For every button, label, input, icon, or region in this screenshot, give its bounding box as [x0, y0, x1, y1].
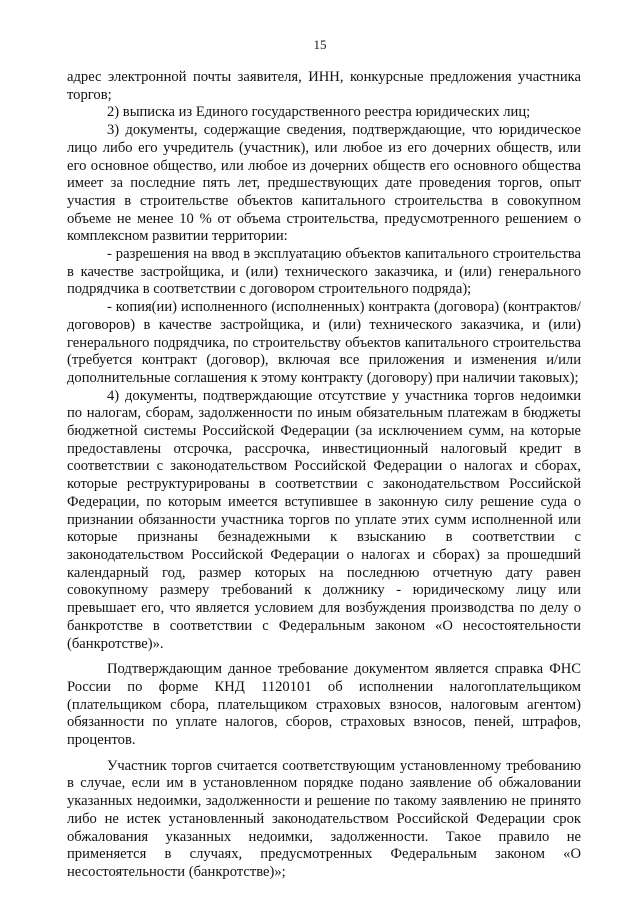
paragraph-bullet-contract-copies: - копия(ии) исполненного (исполненных) контракта (договора) (контрактов/договоров) в качестве застройщика, и (или) технического заказчика, и (или) генерального подрядчика, по строительству объектов капитального строительства (требуется контракт (договор), включая все приложения и изменения и/или дополнительные соглашения к этому контракту (договору) при наличии таковых); — [67, 299, 581, 386]
paragraph-bullet-commissioning-permits: - разрешения на ввод в эксплуатацию объектов капитального строительства в качестве застройщика, и (или) технического заказчика, и (или) генерального подрядчика в соответствии с договором строительного подряда); — [67, 246, 581, 298]
paragraph-item-4-no-arrears: 4) документы, подтверждающие отсутствие у участника торгов недоимки по налогам, сборам, задолженности по иным обязательным платежам в бюджеты бюджетной системы Российской Федерации (за исключением сумм, на которые предоставлены отсрочка, рассрочка, инвестиционный налоговый кредит в соответствии с законодательством Российской Федерации о налогах и сборах, которые реструктурированы в соответствии с законодательством Российской Федерации, по которым имеется вступившее в законную силу решение суда о признании обязанности участника торгов по уплате этих сумм исполненной или которые признаны безнадежными к взысканию в соответствии с законодательством Российской Федерации о налогах и сборах) за прошедший календарный год, размер которых на последнюю отчетную дату равен совокупному размеру требований к должнику - юридическому лицу или превышает его, что является условием для возбуждения производства по делу о банкротстве в соответствии с Федеральным законом «О несостоятельности (банкротстве)». — [67, 387, 581, 652]
page-number: 15 — [313, 37, 327, 52]
paragraph-item-3-experience-documents: 3) документы, содержащие сведения, подтверждающие, что юридическое лицо либо его учредитель (участник), или любое из его дочерних обществ, или его основное общество, или любое из дочерних обществ его основного общества имеет за последние пять лет, предшествующих дате проведения торгов, опыт участия в строительстве объектов капитального строительства в совокупном объеме не менее 10 % от объема строительства, предусмотренного решением о комплексном развитии территории: — [67, 122, 581, 245]
document-body — [67, 69, 581, 882]
paragraph-contact-details: адрес электронной почты заявителя, ИНН, конкурсные предложения участника торгов; — [67, 69, 581, 103]
paragraph-item-2-registry-extract: 2) выписка из Единого государственного реестра юридических лиц; — [107, 104, 531, 121]
paragraph-appeal-conditions: Участник торгов считается соответствующим установленному требованию в случае, если им в установленном порядке подано заявление об обжаловании указанных недоимки, задолженности и решение по такому заявлению не принято либо не истек установленный законодательством Российской Федерации срок обжалования указанных недоимки, задолженности. Такое правило не применяется в случаях, предусмотренных Федеральным законом «О несостоятельности (банкротстве)»; — [67, 757, 581, 880]
paragraph-fns-certificate: Подтверждающим данное требование документом является справка ФНС России по форме КНД 1120101 об исполнении налогоплательщиком (плательщиком сбора, плательщиком страховых взносов, налоговым агентом) обязанности по уплате налогов, сборов, страховых взносов, пеней, штрафов, процентов. — [67, 661, 581, 749]
